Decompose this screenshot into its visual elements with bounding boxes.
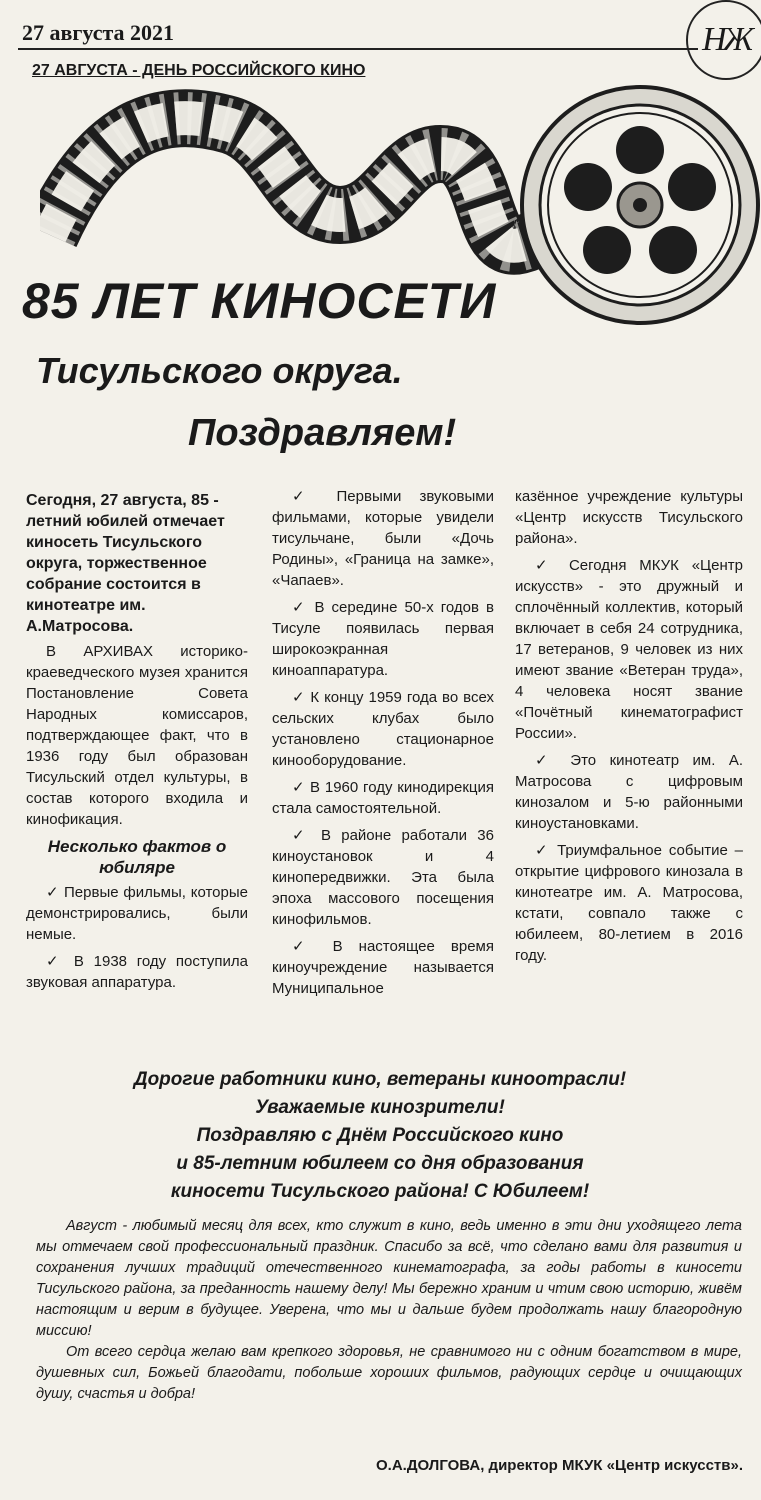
letter-paragraph: Август - любимый месяц для всех, кто служит в кино, ведь именно в эти дни уходящего лета мы отмечаем свой профессиональный праздник. Спасибо за всё, что сделано вами для развития и сохранения лучших традиций отечественного кинематографа, за годы работы в киносети Тисульского района, за преданность нашему делу! Мы бережно храним и чтим свою историю, живём настоящим и верим в будущее. Уверена, что мы и дальше будем продолжать нашу благородную миссию! — [36, 1218, 742, 1339]
fact-item: ✓ В районе работали 36 киноустановок и 4 кинопередвижки. Эта была эпоха массового посещения кинофильмов. — [272, 827, 494, 928]
newspaper-logo: НЖ — [686, 0, 761, 80]
letter-paragraph: От всего сердца желаю вам крепкого здоровья, не сравнимого ни с одним богатством в мире, душевных сил, Божьей благодати, побольше хороших фильмов, радующих сердце и очищающих душу, счастья и добра! — [36, 1344, 742, 1402]
greeting-line: и 85-летним юбилеем со дня образования — [176, 1153, 584, 1174]
fact-item: ✓ Сегодня МКУК «Центр искусств» - это дружный и сплочённый коллектив, который включает в себя 24 сотрудника, 17 ветеранов, 9 человек из них имеют звание «Ветеран труда», 4 человека носят звание «Почётный кинематографист России». — [515, 557, 743, 742]
fact-item: ✓ Первые фильмы, которые демонстрировались, были немые. — [26, 884, 248, 943]
fact-item: ✓ В 1960 году кинодирекция стала самостоятельной. — [272, 779, 494, 817]
fact-item: ✓ К концу 1959 года во всех сельских клубах было установлено стационарное кинооборудование. — [272, 689, 494, 769]
greeting-line: Дорогие работники кино, ветераны кинoотрасли! — [133, 1069, 627, 1090]
fact-item: ✓ Это кинотеатр им. А. Матросова с цифровым кинозалом и 5-ю районными киноустановками. — [515, 752, 743, 832]
article-intro: В АРХИВАХ историко-краеведческого музея хранится Постановление Совета Народных комиссаров, подтверждающее факт, что в 1936 году был образован Тисульский отдел культуры, в состав которого входила и кинофикация. — [26, 643, 248, 828]
fact-item: ✓ В 1938 году поступила звуковая аппаратура. — [26, 953, 248, 991]
fact-item: ✓ Первыми звуковыми фильмами, которые увидели тисульчане, были «Дочь Родины», «Граница на замке», «Чапаев». — [272, 488, 494, 589]
rubric-heading: 27 АВГУСТА - ДЕНЬ РОССИЙСКОГО КИНО — [32, 62, 366, 79]
headline-line-1: 85 ЛЕТ КИНОСЕТИ — [22, 273, 497, 329]
signature: О.А.ДОЛГОВА, директор МКУК «Центр искусств». — [375, 1457, 743, 1474]
article-lead: Сегодня, 27 августа, 85 - летний юбилей отмечает киносеть Тисульского округа, торжественное собрание состоится в кинотеатре им. А.Матросова. — [26, 492, 225, 635]
greeting-line: Уважаемые кинозрители! — [255, 1097, 505, 1118]
headline-line-3: Поздравляем! — [188, 412, 457, 454]
greeting-line: киносети Тисульского района! С Юбилеем! — [170, 1181, 590, 1202]
facts-heading: Несколько фактов о юбиляре — [47, 837, 227, 877]
article-column-3 — [515, 486, 743, 972]
fact-item: ✓ В настоящее время киноучреждение называется Муниципальное — [272, 938, 494, 997]
header-divider — [18, 48, 698, 50]
reel-icon — [522, 87, 758, 323]
fact-item: казённое учреждение культуры «Центр искусств Тисульского района». — [515, 488, 743, 547]
fact-item: ✓ В середине 50-х годов в Тисуле появилась первая широкоэкранная киноаппаратура. — [272, 599, 494, 679]
congratulation-letter — [36, 1216, 742, 1405]
greeting-block — [20, 1066, 740, 1206]
headline-line-2: Тисульского округа. — [36, 350, 403, 391]
fact-item: ✓ Триумфальное событие – открытие цифрового кинозала в кинотеатре им. А. Матросова, кстати, совпало также с юбилеем, 80-летием в 2016 году. — [515, 842, 743, 964]
issue-date: 27 августа 2021 — [22, 20, 175, 45]
greeting-line: Поздравляю с Днём Российского кино — [196, 1125, 564, 1146]
article-column-2 — [272, 486, 494, 1005]
article-column-1 — [26, 490, 248, 999]
